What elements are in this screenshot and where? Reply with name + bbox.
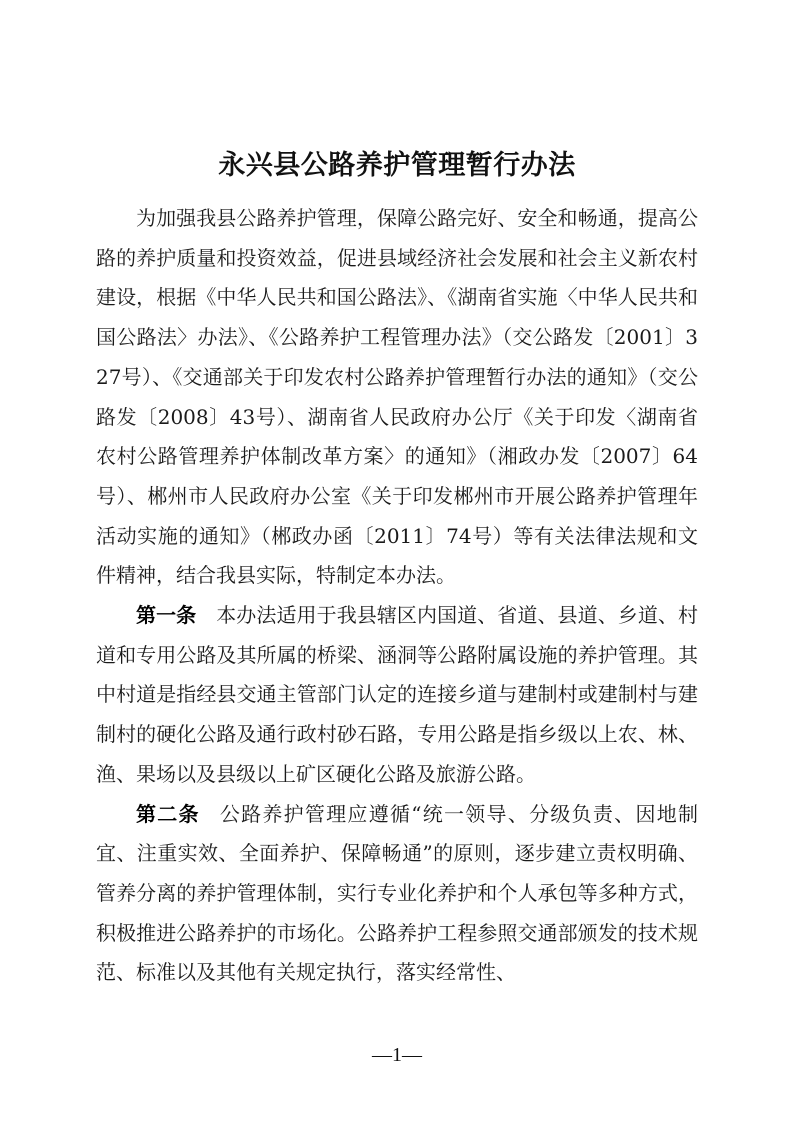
article-1-label: 第一条 (136, 603, 197, 628)
preamble-paragraph: 为加强我县公路养护管理，保障公路完好、安全和畅通，提高公路的养护质量和投资效益，促进县域经济社会发展和社会主义新农村建设，根据《中华人民共和国公路法》、《湖南省实施〈中华人民共和国公路法〉办法》、《公路养护工程管理办法》（交公路发〔2001〕327号）、《交通部关于印发农村公路养护管理暂行办法的通知》（交公路发〔2008〕43号）、湖南省人民政府办公厅《关于印发〈湖南省农村公路管理养护体制改革方案〉的通知》（湘政办发〔2007〕64号）、郴州市人民政府办公室《关于印发郴州市开展公路养护管理年活动实施的通知》（郴政办函〔2011〕74号）等有关法律法规和文件精神，结合我县实际，特制定本办法。 (96, 206, 698, 588)
article-1-paragraph (96, 596, 698, 795)
document-body (96, 199, 698, 993)
article-2-label: 第二条 (136, 801, 200, 826)
article-2-text: 公路养护管理应遵循“统一领导、分级负责、因地制宜、注重实效、全面养护、保障畅通”的原则，逐步建立责权明确、管养分离的养护管理体制，实行专业化养护和个人承包等多种方式，积极推进公路养护的市场化。公路养护工程参照交通部颁发的技术规范、标准以及其他有关规定执行，落实经常性、 (96, 801, 698, 985)
article-1-text: 本办法适用于我县辖区内国道、省道、县道、乡道、村道和专用公路及其所属的桥梁、涵洞等公路附属设施的养护管理。其中村道是指经县交通主管部门认定的连接乡道与建制村或建制村与建制村的硬化公路及通行政村砂石路，专用公路是指乡级以上农、林、渔、果场以及县级以上矿区硬化公路及旅游公路。 (96, 603, 699, 786)
page-number: —1— (372, 1044, 422, 1066)
document-title: 永兴县公路养护管理暂行办法 (218, 150, 576, 182)
article-2-paragraph (96, 795, 698, 994)
